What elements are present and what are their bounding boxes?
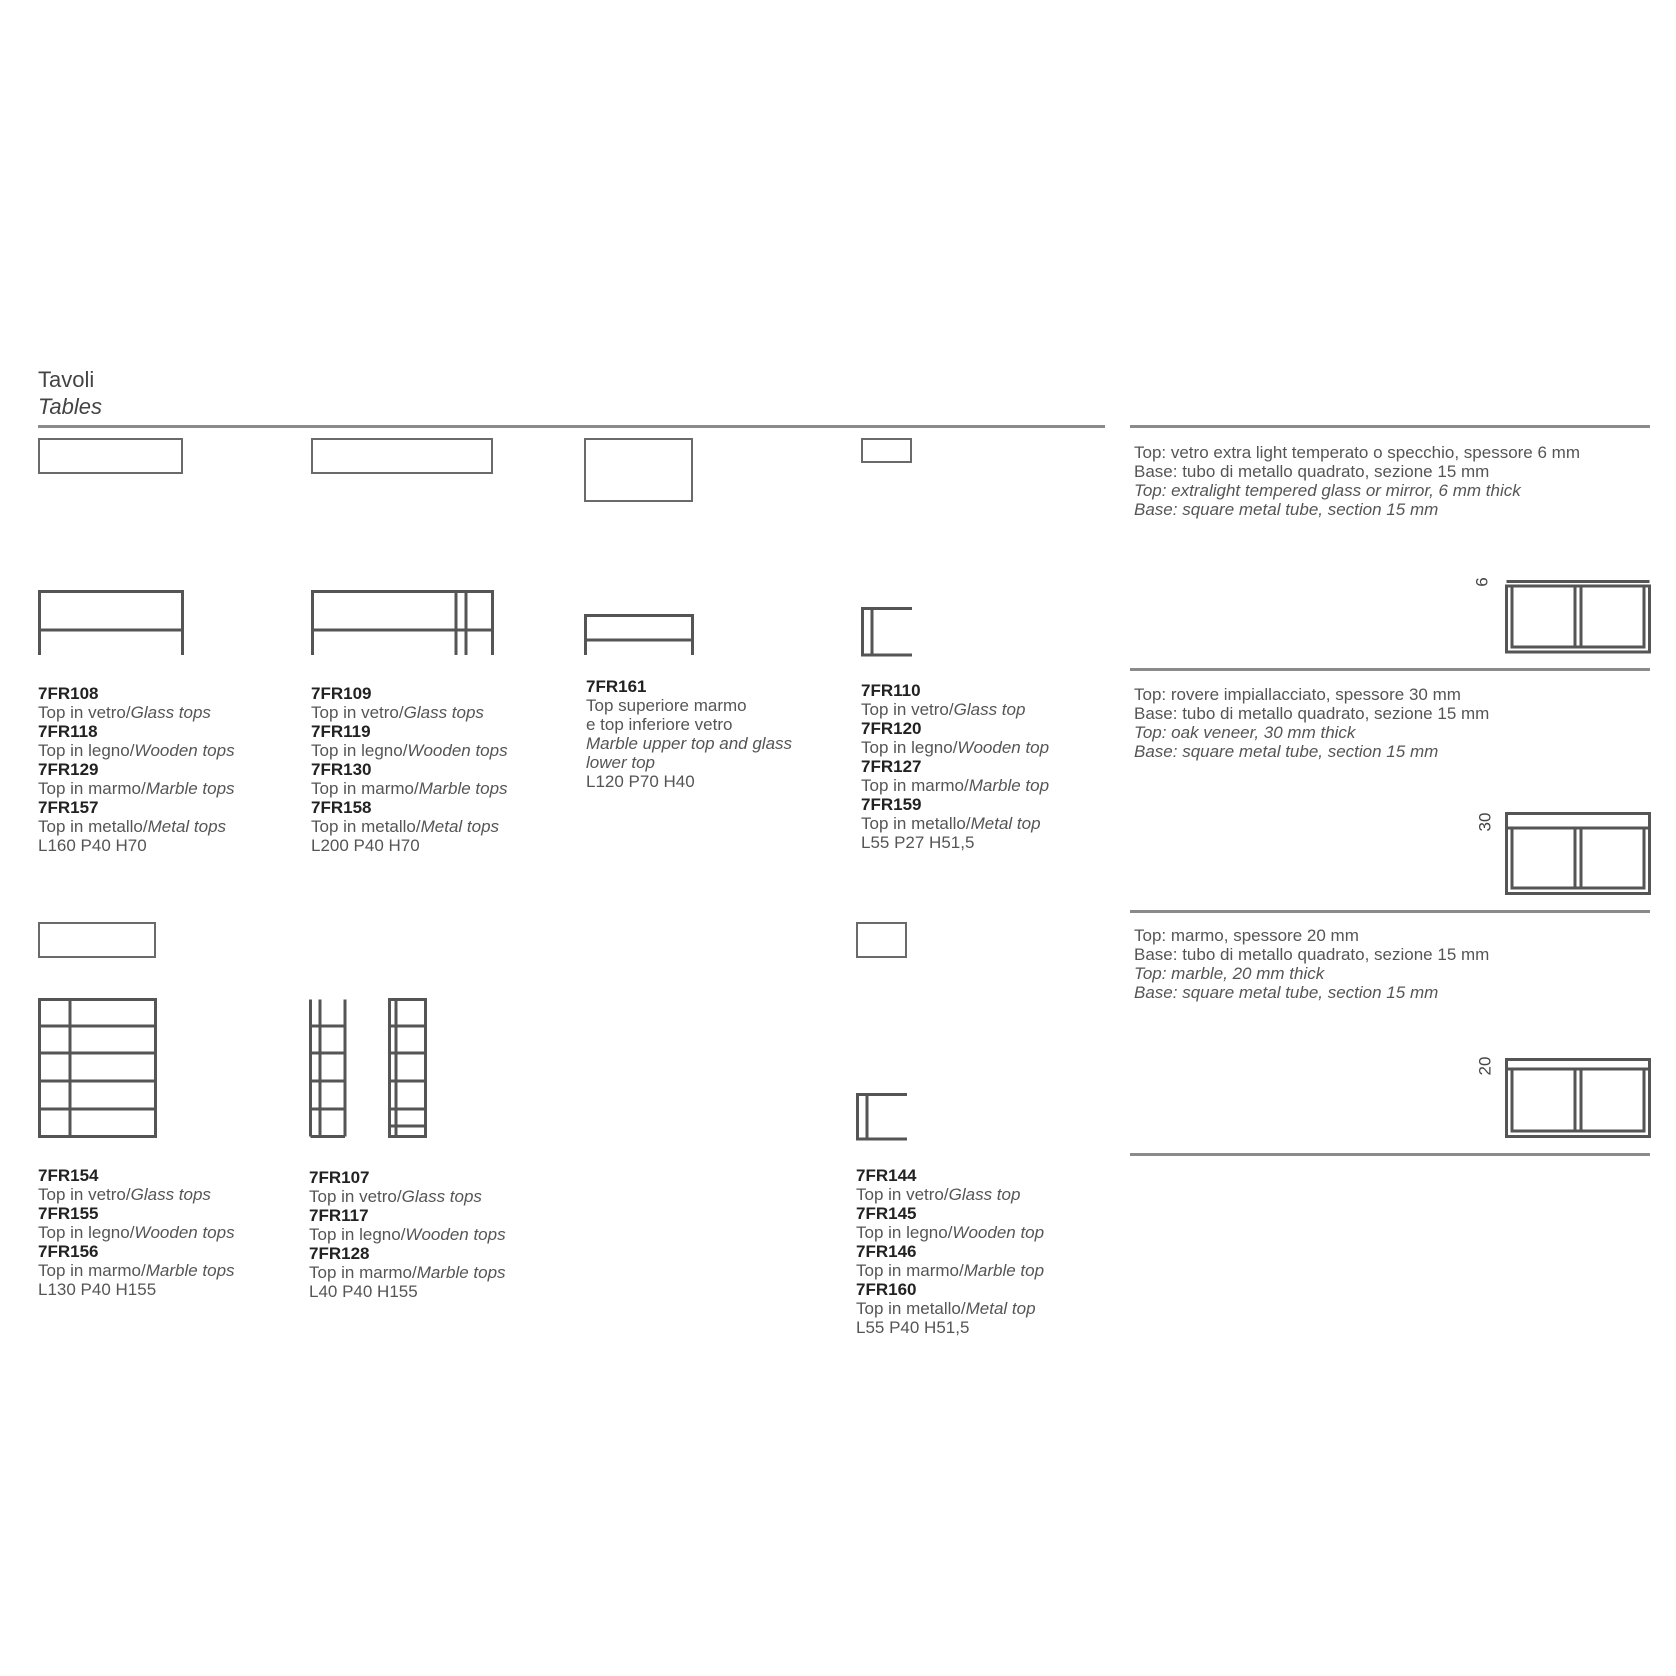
spec-wood: Top: rovere impiallacciato, spessore 30 mm Base: tubo di metallo quadrato, sezione 15 mm Top: oak veneer, 30 mm thick Base: square metal tube, section 15 mm bbox=[1134, 685, 1490, 761]
dimensions: L40 P40 H155 bbox=[309, 1282, 418, 1301]
product-info-7fr108: 7FR108 Top in vetro/Glass tops 7FR118 Top in legno/Wooden tops 7FR129 Top in marmo/Marble tops 7FR157 Top in metallo/Metal tops L160 P40 H70 bbox=[38, 684, 235, 855]
elevation-7fr107-front bbox=[309, 998, 347, 1138]
divider-right-4 bbox=[1130, 1153, 1650, 1156]
elevation-7fr144 bbox=[856, 1093, 908, 1140]
elevation-7fr110 bbox=[861, 607, 913, 656]
dimensions: L120 P70 H40 bbox=[586, 772, 695, 791]
section-detail-wood bbox=[1505, 812, 1651, 896]
plan-view-7fr161 bbox=[584, 438, 693, 502]
dimensions: L160 P40 H70 bbox=[38, 836, 147, 855]
dimensions: L130 P40 H155 bbox=[38, 1280, 157, 1299]
product-info-7fr154: 7FR154 Top in vetro/Glass tops 7FR155 Top in legno/Wooden tops 7FR156 Top in marmo/Marble tops L130 P40 H155 bbox=[38, 1166, 235, 1299]
section-detail-glass bbox=[1505, 580, 1651, 654]
dimensions: L200 P40 H70 bbox=[311, 836, 420, 855]
title-italian: Tavoli bbox=[38, 367, 95, 392]
spec-glass: Top: vetro extra light temperato o specchio, spessore 6 mm Base: tubo di metallo quadrato, sezione 15 mm Top: extralight tempered glass or mirror, 6 mm thick Base: square metal tube, section 15 mm bbox=[1134, 443, 1580, 519]
elevation-7fr107-side bbox=[388, 998, 427, 1138]
plan-view-7fr109 bbox=[311, 438, 493, 474]
thickness-label-glass: 6 bbox=[1472, 577, 1492, 587]
plan-view-7fr110 bbox=[861, 438, 912, 463]
section-detail-marble bbox=[1505, 1058, 1651, 1138]
product-info-7fr109: 7FR109 Top in vetro/Glass tops 7FR119 Top in legno/Wooden tops 7FR130 Top in marmo/Marble tops 7FR158 Top in metallo/Metal tops L200 P40 H70 bbox=[311, 684, 508, 855]
divider-right-1 bbox=[1130, 425, 1650, 428]
plan-view-7fr144 bbox=[856, 922, 907, 958]
product-info-7fr107: 7FR107 Top in vetro/Glass tops 7FR117 Top in legno/Wooden tops 7FR128 Top in marmo/Marble tops L40 P40 H155 bbox=[309, 1168, 506, 1301]
title-english: Tables bbox=[38, 394, 103, 419]
thickness-label-wood: 30 bbox=[1475, 812, 1495, 832]
product-info-7fr161: 7FR161 Top superiore marmo e top inferiore vetro Marble upper top and glass lower top L120 P70 H40 bbox=[586, 677, 793, 791]
elevation-7fr154 bbox=[38, 998, 157, 1138]
product-info-7fr110: 7FR110 Top in vetro/Glass top 7FR120 Top in legno/Wooden top 7FR127 Top in marmo/Marble top 7FR159 Top in metallo/Metal top L55 P27 H51,5 bbox=[861, 681, 1050, 852]
page-title bbox=[38, 366, 102, 420]
plan-view-7fr108 bbox=[38, 438, 183, 474]
dimensions: L55 P40 H51,5 bbox=[856, 1318, 970, 1337]
dimensions: L55 P27 H51,5 bbox=[861, 833, 975, 852]
thickness-label-marble: 20 bbox=[1475, 1056, 1495, 1076]
divider-right-3 bbox=[1130, 910, 1650, 913]
elevation-7fr108 bbox=[38, 590, 184, 656]
code: 7FR108 bbox=[38, 684, 99, 703]
plan-view-7fr154 bbox=[38, 922, 156, 958]
elevation-7fr161 bbox=[584, 614, 694, 656]
product-info-7fr144: 7FR144 Top in vetro/Glass top 7FR145 Top in legno/Wooden top 7FR146 Top in marmo/Marble top 7FR160 Top in metallo/Metal top L55 P40 H51,5 bbox=[856, 1166, 1045, 1337]
divider-right-2 bbox=[1130, 668, 1650, 671]
spec-marble: Top: marmo, spessore 20 mm Base: tubo di metallo quadrato, sezione 15 mm Top: marble, 20 mm thick Base: square metal tube, section 15 mm bbox=[1134, 926, 1490, 1002]
elevation-7fr109 bbox=[311, 590, 494, 656]
divider-left bbox=[38, 425, 1105, 428]
